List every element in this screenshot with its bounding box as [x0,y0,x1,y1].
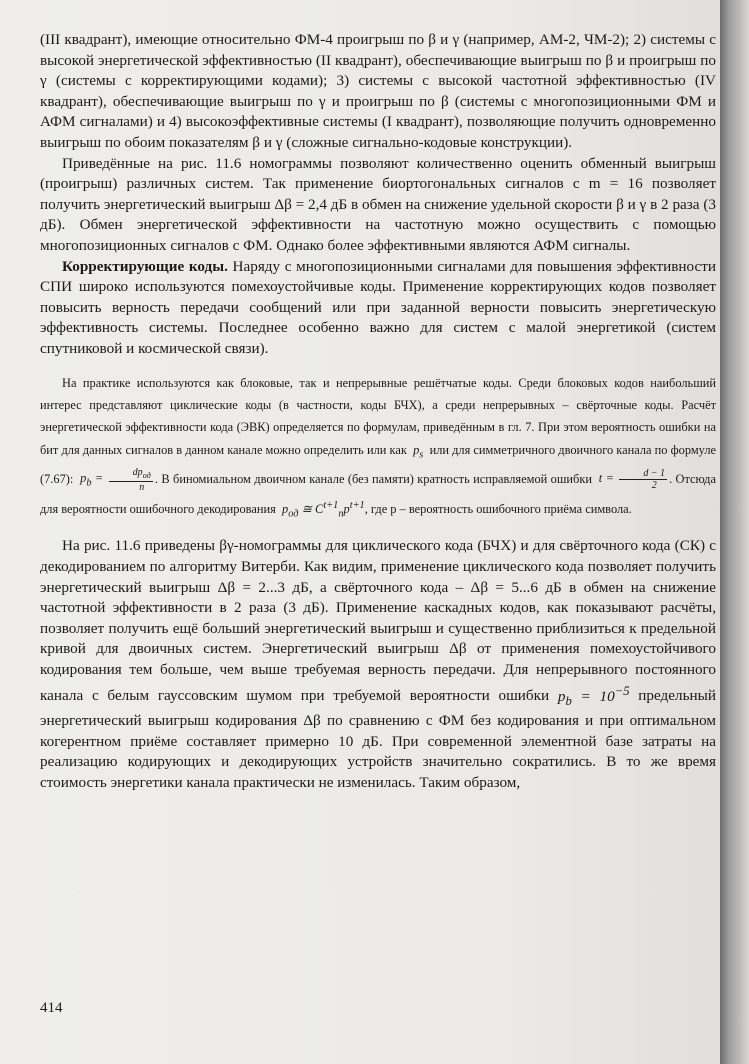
small-text-2: или для симметричного двоичного канала по формуле (7.67): [40,442,717,486]
page-number: 414 [40,1000,63,1016]
formula-t: t = $\frac{d - 1}{2}$ [598,468,666,492]
small-text-5: , где p – вероятность ошибочного приёма символа. [364,502,632,517]
paragraph-nomograms: Приведённые на рис. 11.6 номограммы позволяют количественно оценить обменный выигрыш (проигрыш) различных систем. Так применение биортогональных сигналов с m = 16 позволяет получить энергетический выигрыш Δβ = 2,4 дБ в обмен на снижение удельной скорости β и γ в 2 раза (3 дБ). Обмен энергетической эффективности на частотную можно осуществить с помощью многопозиционных сигналов с ФМ. Однако более эффективными являются АФМ сигналы. [40,154,716,254]
paragraph-bch-sk [40,536,716,793]
small-text-4: . Отсюда для вероятности ошибочного декодирования [40,471,716,517]
bch-text-2: предельный энергетический выигрыш кодирования Δβ по сравнению с ФМ без кодирования и при оптимальном когерентном приёме составляет примерно 10 дБ. При современной элементной базе затраты на реализацию кодирующих и декодирующих устройств значительно сократились. В то же время стоимость энергетики канала практически не изменилась. Таким образом, [40,687,716,791]
text-column [40,30,716,794]
section-body: Наряду с многопозиционными сигналами для повышения эффективности СПИ широко используются помехоустойчивые коды. Применение корректирующих кодов позволяет повысить верность передачи сообщений или при заданной верности повысить энергетическую эффективность системы. Последнее особенно важно для систем с малой энергетикой (систем спутниковой и космической связи). [40,257,717,357]
formula-pb-value: $p_b = 10^{-5}$ [557,683,630,708]
book-gutter-shadow [720,0,749,1064]
small-text-1: На практике используются как блоковые, так и непрерывные решётчатые коды. Среди блоковых кодов наибольший интерес представляют циклические коды (в частности, коды БЧХ), а среди непрерывных – свёрточные коды. Расчёт энергетической эффективности кода (ЭВК) определяется по формулам, приведённым в гл. 7. При этом вероятность ошибки на бит для данных сигналов в данном канале можно определить или как [40,375,716,457]
paragraph-correcting-codes [40,257,716,360]
small-text-3: . В биномиальном двоичном канале (без памяти) кратность исправляемой ошибки [154,471,592,486]
formula-pb: $p_b$ = $\frac{dp_{од}}{n}$ [80,466,151,493]
paragraph-quadrants: (III квадрант), имеющие относительно ФМ-4 проигрыш по β и γ (например, АМ-2, ЧМ-2); 2) системы с высокой энергетической эффективностью (II квадрант), обеспечивающие выигрыш по β и проигрыш по γ (системы с корректирующими кодами); 3) системы с высокой частотной эффективностью (IV квадрант), обеспечивающие выигрыш по γ и проигрыш по β (системы с многопозиционными ФМ и АФМ сигналами) и 4) высокоэффективные системы (I квадрант), позволяющие получить одновременно выигрыш по обоим показателям β и γ (сложные сигнально-кодовые конструкции). [40,31,716,151]
formula-ps: $p_s$ [413,442,424,461]
bch-text-1: На рис. 11.6 приведены βγ-номограммы для циклического кода (БЧХ) и для свёрточного кода (СК) с декодированием по алгоритму Витерби. Как видим, применение циклического кода позволяет получить энергетический выигрыш Δβ = 2...3 дБ, а свёрточного кода – Δβ = 5...6 дБ в обмен на снижение частотной эффективности в 2 раза (3 дБ). Применение каскадных кодов, как показывают расчёты, позволяет получить ещё больший энергетический выигрыш и существенно приблизиться к предельной кривой для двоичных систем. Энергетический выигрыш Δβ от применения помехоустойчивого кодирования тем больше, чем выше требуемая верность передачи. Для непрерывного постоянного канала с белым гауссовским шумом при требуемой вероятности ошибки [40,537,716,705]
small-print-block [40,372,716,527]
formula-pod: $p_{од}$ ≅ $C^{t+1}_np^{t+1}$ [282,500,365,520]
section-heading: Корректирующие коды. [62,257,228,275]
